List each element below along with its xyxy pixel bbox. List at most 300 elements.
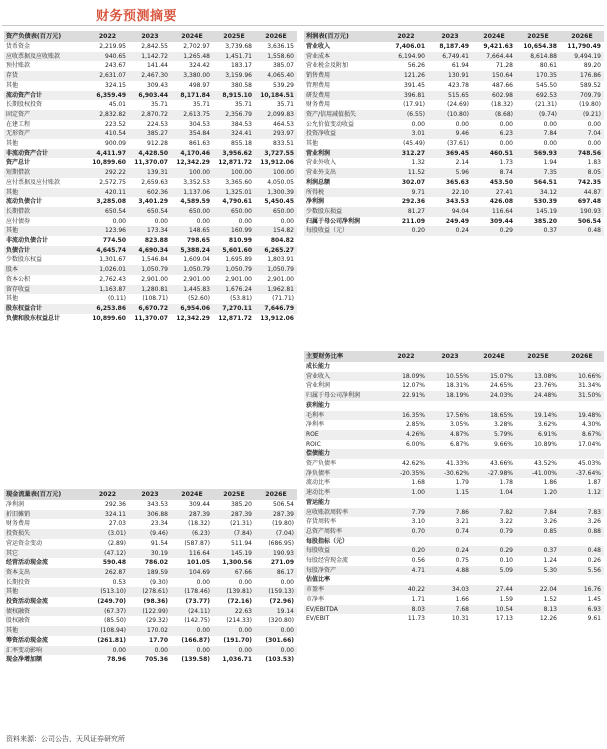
row-label: 其他: [4, 626, 86, 636]
value-cell: 590.48: [102, 559, 126, 567]
value-cell: 589.52: [580, 81, 601, 89]
row-label: 营业成本: [304, 52, 384, 62]
value-cell: 12,342.29: [176, 314, 210, 322]
value-cell: 44.87: [560, 188, 604, 198]
row-label: 应付债券: [6, 217, 31, 225]
value-cell: 6,903.44: [129, 91, 171, 101]
value-cell: 4,690.34: [129, 246, 171, 256]
table-header-row: [304, 351, 604, 362]
value-cell: (73.77): [185, 598, 210, 606]
value-cell: (249.70): [97, 598, 126, 606]
value-cell: 2,659.63: [141, 178, 168, 186]
value-cell: 498.97: [189, 81, 210, 89]
table-row: [4, 304, 297, 314]
row-label: 投资损失: [4, 529, 86, 539]
row-label: 应收票据及应收账款: [4, 52, 86, 62]
row-label: 毛利率: [304, 411, 384, 421]
value-cell: 1.04: [472, 488, 516, 498]
value-cell: 940.65: [86, 52, 129, 62]
row-label: 固定资产: [4, 110, 86, 120]
row-label: 流动资产合计: [4, 91, 86, 101]
value-cell: 10.54: [472, 605, 516, 615]
value-cell: [428, 401, 472, 411]
value-cell: 27.44: [472, 585, 516, 595]
table-title-cell: 利润表(百万元): [304, 31, 384, 42]
value-cell: (301.66): [265, 636, 294, 644]
value-cell: 0.24: [428, 546, 472, 556]
value-cell: (10.80): [428, 110, 472, 120]
value-cell: 385.20: [533, 217, 557, 225]
value-cell: 2,702.97: [183, 43, 210, 50]
table-row: [4, 265, 297, 275]
value-cell: 1.73: [499, 159, 513, 167]
value-cell: 343.53: [445, 198, 469, 206]
value-cell: 19.14: [255, 607, 297, 617]
table-row: [304, 469, 604, 479]
value-cell: 1,301.67: [99, 256, 126, 264]
value-cell: 170.02: [129, 626, 171, 636]
row-label: 营业外支出: [304, 168, 384, 178]
value-cell: 1.87: [587, 479, 601, 487]
value-cell: 10,899.60: [92, 159, 126, 167]
section-header-row: [304, 575, 604, 585]
value-cell: 705.36: [144, 656, 168, 664]
value-cell: 786.02: [144, 559, 168, 567]
value-cell: 7,406.01: [395, 43, 425, 50]
value-cell: 1,695.89: [225, 256, 252, 264]
table-row: [4, 314, 297, 324]
value-cell: 34.03: [428, 585, 472, 595]
value-cell: 2,870.72: [129, 110, 171, 120]
value-cell: 2,901.00: [141, 275, 168, 283]
row-label: 其他: [6, 295, 19, 303]
year-header-cell: 2024E: [171, 31, 213, 42]
value-cell: 5,601.60: [213, 246, 255, 256]
table-row: [304, 420, 604, 430]
value-cell: [472, 575, 516, 585]
value-cell: 861.63: [189, 140, 210, 148]
row-label: 折旧摊销: [4, 510, 86, 520]
table-row: [4, 294, 297, 304]
table-row: [4, 217, 297, 227]
value-cell: 11,790.49: [567, 43, 601, 50]
value-cell: (0.11): [107, 295, 126, 303]
value-cell: 1,036.71: [222, 656, 252, 664]
row-label: 经营活动现金流: [6, 559, 49, 567]
value-cell: 7.82: [472, 508, 516, 518]
value-cell: 7.04: [560, 129, 604, 139]
year-header-cell: 2023: [428, 351, 472, 362]
value-cell: 1.68: [411, 479, 425, 487]
row-label: 筹资活动现金流: [6, 636, 49, 644]
table-row: [4, 529, 297, 539]
cash-flow-table: [4, 489, 297, 665]
value-cell: 0.00: [255, 646, 297, 656]
row-label: 非流动资产合计: [4, 149, 86, 159]
value-cell: 121.26: [384, 71, 428, 81]
value-cell: 8.74: [472, 168, 516, 178]
year-header-cell: 2025E: [516, 351, 560, 362]
value-cell: 22.63: [213, 607, 255, 617]
value-cell: 1,280.81: [129, 285, 171, 295]
value-cell: 116.64: [472, 207, 516, 217]
value-cell: 35.71: [150, 101, 168, 109]
value-cell: 0.00: [196, 217, 210, 225]
row-label: 营业利润: [306, 382, 331, 390]
value-cell: 3,159.96: [213, 71, 255, 81]
value-cell: (37.61): [447, 140, 469, 148]
value-cell: 4.71: [384, 566, 428, 576]
value-cell: 1.00: [384, 488, 428, 498]
row-label: 每股收益: [304, 546, 384, 556]
value-cell: 81.27: [384, 207, 428, 217]
table-header-row: [4, 489, 297, 500]
table-header-row: [4, 31, 297, 42]
value-cell: 0.00: [255, 626, 297, 636]
value-cell: 0.00: [587, 120, 601, 128]
value-cell: (6.23): [171, 529, 213, 539]
value-cell: 13,912.06: [260, 314, 294, 322]
value-cell: (9.74): [516, 110, 560, 120]
value-cell: 1,451.71: [213, 52, 255, 62]
table-row: [304, 158, 604, 168]
table-row: [4, 636, 297, 646]
value-cell: 0.24: [428, 226, 472, 236]
value-cell: 10.55%: [428, 372, 472, 382]
value-cell: 2,901.00: [183, 275, 210, 283]
value-cell: 1.79: [455, 479, 469, 487]
row-label: 每股经营现金流: [306, 557, 349, 565]
value-cell: 2.85%: [405, 421, 425, 429]
row-label: 应付票据及应付账款: [6, 178, 61, 186]
year-header-cell: 2024E: [472, 31, 516, 42]
table-row: [4, 246, 297, 256]
table-row: [304, 517, 604, 527]
value-cell: 309.44: [489, 217, 513, 225]
value-cell: 7.35: [516, 168, 560, 178]
table-row: [4, 626, 297, 636]
value-cell: 650.00: [255, 207, 297, 217]
value-cell: 912.28: [147, 140, 168, 148]
table-row: [304, 207, 604, 217]
value-cell: 1.15: [428, 488, 472, 498]
value-cell: (21.31): [230, 520, 252, 528]
value-cell: 324.15: [105, 81, 126, 89]
year-header-cell: 2022: [384, 351, 428, 362]
value-cell: 354.84: [171, 129, 213, 139]
value-cell: 249.49: [445, 217, 469, 225]
value-cell: (139.81): [213, 587, 255, 597]
table-row: [304, 546, 604, 556]
value-cell: [472, 449, 516, 459]
value-cell: 0.00: [543, 140, 557, 148]
value-cell: 1,962.81: [255, 285, 297, 295]
value-cell: 460.51: [472, 149, 516, 159]
value-cell: 0.00: [238, 217, 252, 225]
value-cell: (53.81): [230, 295, 252, 303]
row-label: ROIC: [306, 440, 321, 448]
value-cell: 8.13: [516, 605, 560, 615]
value-cell: 262.87: [86, 568, 129, 578]
value-cell: 0.00: [499, 140, 513, 148]
year-header-cell: 2025E: [213, 31, 255, 42]
value-cell: 324.11: [86, 510, 129, 520]
value-cell: (142.75): [184, 617, 210, 625]
value-cell: 8.03: [384, 605, 428, 615]
value-cell: 1,676.24: [213, 285, 255, 295]
value-cell: 42.62%: [402, 460, 425, 468]
value-cell: 823.88: [144, 237, 168, 245]
value-cell: 0.00: [238, 578, 252, 586]
table-row: [4, 616, 297, 626]
value-cell: 27.03: [108, 520, 126, 528]
value-cell: (72.16): [227, 598, 252, 606]
value-cell: 34.12: [516, 188, 560, 198]
value-cell: 7.84: [516, 129, 560, 139]
value-cell: 7,270.11: [213, 304, 255, 314]
value-cell: 5.79%: [472, 430, 516, 440]
value-cell: 12.26: [539, 615, 557, 623]
row-label: 营运能力: [306, 498, 331, 506]
value-cell: [428, 537, 472, 547]
value-cell: 1.32: [411, 159, 425, 167]
section-header-row: [304, 449, 604, 459]
value-cell: 71.28: [495, 62, 513, 70]
table-row: [4, 255, 297, 265]
value-cell: 304.53: [189, 120, 210, 128]
row-label: 负债和股东权益总计: [6, 314, 61, 322]
table-row: [4, 71, 297, 81]
value-cell: 309.44: [189, 501, 210, 508]
value-cell: 0.88: [560, 527, 604, 537]
value-cell: (67.37): [86, 607, 129, 617]
value-cell: 104.69: [171, 568, 213, 578]
row-label: 市净率: [306, 595, 325, 603]
value-cell: 130.91: [428, 71, 472, 81]
value-cell: 692.53: [516, 91, 560, 101]
value-cell: 1,609.04: [183, 256, 210, 264]
table-row: [4, 500, 297, 510]
year-header-cell: 2026E: [560, 351, 604, 362]
value-cell: 4,589.59: [180, 198, 210, 206]
value-cell: 45.01: [108, 101, 126, 109]
row-label: 其他: [306, 140, 319, 148]
table-row: [304, 226, 604, 236]
value-cell: 17.70: [149, 636, 168, 644]
value-cell: (261.81): [97, 636, 126, 644]
value-cell: [472, 401, 516, 411]
row-label: 长期借款: [4, 207, 86, 217]
value-cell: (7.04): [255, 529, 297, 539]
table-row: [304, 605, 604, 615]
value-cell: [560, 498, 604, 508]
row-label: 少数股东权益: [6, 256, 43, 264]
value-cell: 1.78: [499, 479, 513, 487]
year-header-cell: 2023: [129, 489, 171, 500]
value-cell: 5,388.24: [171, 246, 213, 256]
value-cell: 0.10: [499, 557, 513, 565]
value-cell: 6,194.90: [384, 52, 428, 62]
row-label: 营业利润: [304, 149, 384, 159]
value-cell: 650.00: [171, 207, 213, 217]
value-cell: 89.20: [583, 62, 601, 70]
value-cell: 545.50: [536, 81, 557, 89]
row-label: 偿债能力: [304, 449, 384, 459]
value-cell: 12,871.72: [218, 159, 252, 167]
value-cell: 10.31: [451, 615, 469, 623]
value-cell: 385.20: [231, 501, 252, 508]
row-label: 财务费用: [6, 520, 31, 528]
value-cell: 80.61: [539, 62, 557, 70]
value-cell: 7.68: [428, 605, 472, 615]
table-row: [304, 508, 604, 518]
value-cell: 5,450.45: [264, 198, 294, 206]
value-cell: (85.50): [104, 617, 126, 625]
value-cell: 833.51: [273, 140, 294, 148]
value-cell: 31.34%: [578, 382, 601, 390]
value-cell: 3.21: [455, 518, 469, 526]
value-cell: 1,163.87: [86, 285, 129, 295]
row-label: 资产负债率: [306, 460, 337, 468]
value-cell: 6.87%: [449, 440, 469, 448]
row-label: 财务费用: [306, 101, 331, 109]
row-label: 无形资产: [4, 129, 86, 139]
value-cell: 1,026.01: [86, 265, 129, 275]
value-cell: 11.52: [384, 168, 428, 178]
value-cell: 271.09: [270, 559, 294, 567]
value-cell: 13,912.06: [260, 159, 294, 167]
value-cell: (166.87): [181, 636, 210, 644]
value-cell: 3.26: [587, 518, 601, 526]
value-cell: [560, 362, 604, 372]
value-cell: (18.32): [188, 520, 210, 528]
value-cell: [516, 537, 560, 547]
value-cell: 0.00: [499, 120, 513, 128]
value-cell: 11,370.07: [134, 159, 168, 167]
table-row: [304, 61, 604, 71]
value-cell: 145.19: [213, 549, 255, 559]
value-cell: 3,365.60: [225, 178, 252, 186]
year-header-cell: 2023: [129, 31, 171, 42]
value-cell: 24.03%: [472, 391, 516, 401]
table-row: [4, 285, 297, 295]
value-cell: 6.93: [560, 605, 604, 615]
year-header-cell: 2026E: [560, 31, 604, 42]
value-cell: 3.26: [543, 518, 557, 526]
value-cell: 0.00: [171, 646, 213, 656]
value-cell: 900.09: [105, 140, 126, 148]
year-header-cell: 2022: [86, 31, 129, 42]
value-cell: [560, 449, 604, 459]
value-cell: 100.00: [255, 168, 297, 178]
value-cell: 170.35: [516, 71, 560, 81]
value-cell: (19.80): [579, 101, 601, 109]
table-row: [304, 527, 604, 537]
value-cell: 602.36: [129, 188, 171, 198]
value-cell: [428, 498, 472, 508]
row-label: 股本: [4, 265, 86, 275]
value-cell: 384.53: [231, 120, 252, 128]
value-cell: 1,050.79: [129, 265, 171, 275]
section-header-row: [304, 401, 604, 411]
year-header-cell: 2022: [86, 489, 129, 500]
value-cell: 2,572.75: [99, 178, 126, 186]
value-cell: 1,137.06: [171, 188, 213, 198]
table-row: [304, 411, 604, 421]
value-cell: 292.22: [86, 168, 129, 178]
row-label: 销售费用: [304, 71, 384, 81]
row-label: 获利能力: [306, 401, 331, 409]
value-cell: 7.79: [384, 508, 428, 518]
table-row: [4, 52, 297, 62]
value-cell: (24.11): [171, 607, 213, 617]
row-label: 营业收入: [304, 372, 384, 382]
row-label: EV/EBIT: [306, 615, 330, 623]
value-cell: 24.48%: [516, 391, 560, 401]
value-cell: 0.37: [516, 546, 560, 556]
value-cell: 6,359.49: [86, 91, 129, 101]
value-cell: [516, 449, 560, 459]
value-cell: 10,184.51: [255, 91, 297, 101]
section-header-row: [304, 362, 604, 372]
value-cell: 211.09: [401, 217, 425, 225]
value-cell: 748.56: [560, 149, 604, 159]
value-cell: 16.35%: [384, 411, 428, 421]
value-cell: 17.56%: [428, 411, 472, 421]
value-cell: 5.09: [472, 566, 516, 576]
value-cell: 0.00: [129, 646, 171, 656]
row-label: 现金净增加额: [6, 656, 43, 664]
value-cell: 0.29: [472, 226, 516, 236]
value-cell: 569.93: [516, 149, 560, 159]
table-row: [304, 430, 604, 440]
value-cell: 0.56: [411, 557, 425, 565]
value-cell: (214.33): [226, 617, 252, 625]
value-cell: 3,285.08: [96, 198, 126, 206]
table-row: [304, 197, 604, 207]
value-cell: 123.96: [86, 226, 129, 236]
value-cell: 287.39: [213, 510, 255, 520]
value-cell: 8,614.88: [516, 52, 560, 62]
table-row: [4, 510, 297, 520]
value-cell: 12,342.29: [176, 159, 210, 167]
year-header-cell: 2024E: [171, 489, 213, 500]
value-cell: (320.80): [268, 617, 294, 625]
table-row: [304, 556, 604, 566]
value-cell: 6.91%: [516, 430, 560, 440]
row-label: 管理费用: [306, 81, 331, 89]
value-cell: 365.63: [445, 178, 469, 186]
value-cell: 43.52%: [534, 460, 557, 468]
value-cell: 183.17: [231, 62, 252, 70]
value-cell: 1,300.56: [222, 559, 252, 567]
value-cell: 650.54: [86, 207, 129, 217]
value-cell: (21.31): [535, 101, 557, 109]
row-label: 债权融资: [4, 607, 86, 617]
value-cell: (8.68): [472, 110, 516, 120]
value-cell: 4,411.97: [86, 149, 129, 159]
value-cell: 0.79: [472, 527, 516, 537]
row-label: 资产/信用减值损失: [304, 110, 384, 120]
row-label: 每股指标（元）: [306, 537, 349, 545]
row-label: ROE: [304, 430, 384, 440]
value-cell: (19.80): [272, 520, 294, 528]
value-cell: 1.20: [516, 488, 560, 498]
table-title-cell: 资产负债表(百万元): [4, 31, 86, 42]
table-row: [4, 129, 297, 139]
financial-ratios-table: [304, 351, 604, 624]
value-cell: 1.24: [543, 557, 557, 565]
